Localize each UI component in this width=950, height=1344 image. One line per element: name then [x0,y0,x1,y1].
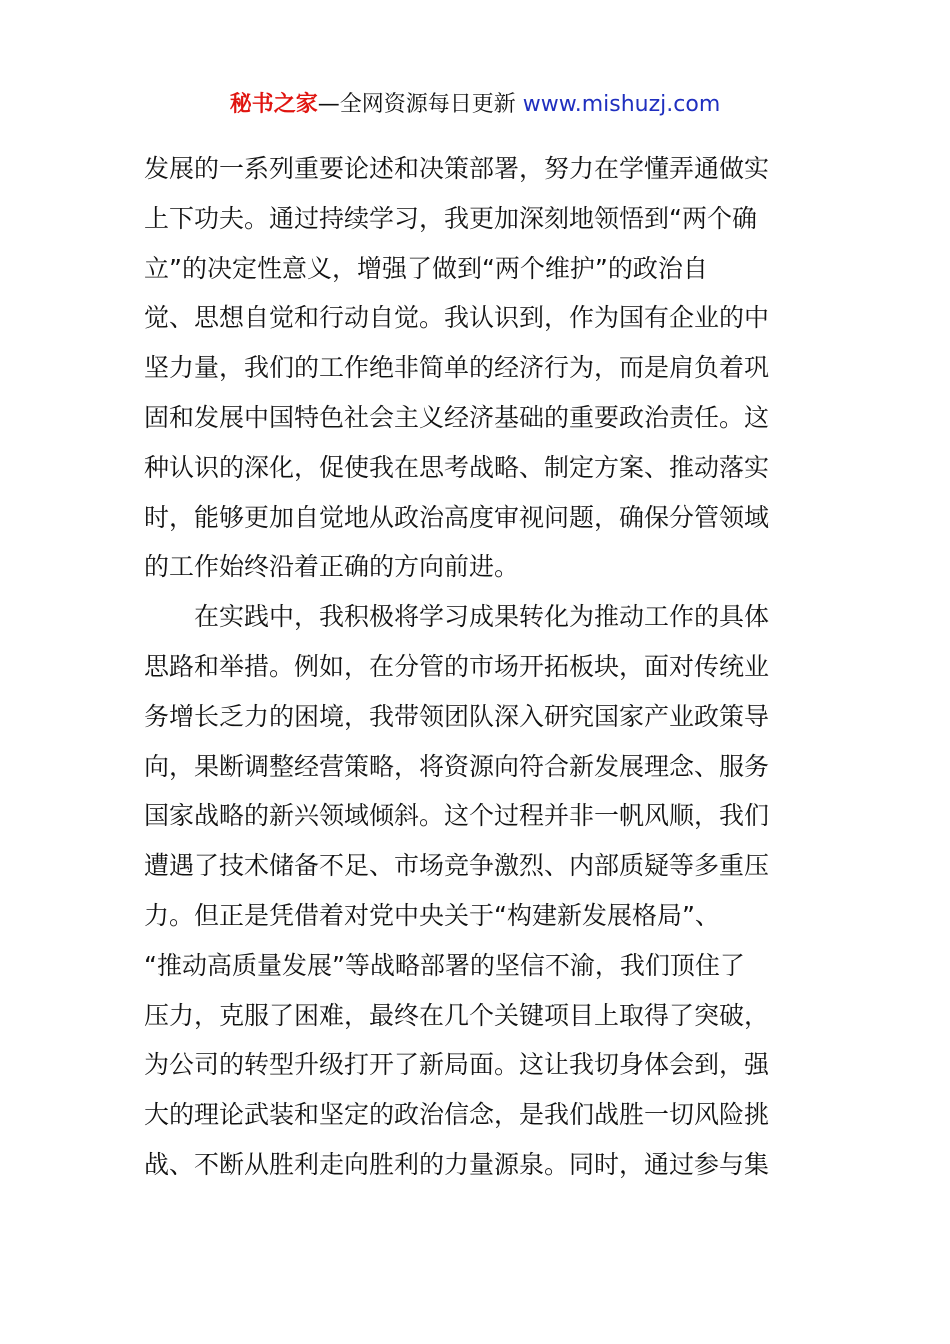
paragraph-start-line: 在实践中，我积极将学习成果转化为推动工作的具体 [194,602,770,632]
text-line: 为公司的转型升级打开了新局面。这让我切身体会到，强 [144,1050,770,1080]
text-line: 国家战略的新兴领域倾斜。这个过程并非一帆风顺，我们 [144,801,770,831]
text-line: 发展的一系列重要论述和决策部署，努力在学懂弄通做实 [144,154,770,183]
text-line: 遭遇了技术储备不足、市场竞争激烈、内部质疑等多重压 [144,851,770,881]
text-line: 坚力量，我们的工作绝非简单的经济行为，而是肩负着巩 [144,353,770,383]
text-line: 立”的决定性意义，增强了做到“两个维护”的政治自 [144,253,708,283]
document-body [144,144,808,1190]
text-line: 力。但正是凭借着对党中央关于“构建新发展格局”、 [144,900,720,930]
text-line: 压力，克服了困难，最终在几个关键项目上取得了突破， [144,1000,770,1030]
text-line: 的工作始终沿着正确的方向前进。 [144,552,520,582]
text-line: 战、不断从胜利走向胜利的力量源泉。同时，通过参与集 [144,1149,770,1179]
site-tagline: —全网资源每日更新 [317,92,523,117]
text-line: “推动高质量发展”等战略部署的坚信不渝，我们顶住了 [144,950,745,980]
site-url-link[interactable]: www.mishuzj.com [522,92,721,117]
text-line: 上下功夫。通过持续学习，我更加深刻地领悟到“两个确 [144,203,757,233]
text-line: 向，果断调整经营策略，将资源向符合新发展理念、服务 [144,751,770,781]
site-brand: 秘书之家 [229,92,318,117]
text-line: 时，能够更加自觉地从政治高度审视问题，确保分管领域 [144,502,770,532]
text-line: 大的理论武装和坚定的政治信念，是我们战胜一切风险挑 [144,1100,770,1130]
text-line: 觉、思想自觉和行动自觉。我认识到，作为国有企业的中 [144,303,770,333]
page-header [0,88,950,122]
text-line: 务增长乏力的困境，我带领团队深入研究国家产业政策导 [144,701,770,731]
text-line: 思路和举措。例如，在分管的市场开拓板块，面对传统业 [144,651,770,681]
text-line: 种认识的深化，促使我在思考战略、制定方案、推动落实 [144,452,770,482]
text-line: 固和发展中国特色社会主义经济基础的重要政治责任。这 [144,402,770,432]
